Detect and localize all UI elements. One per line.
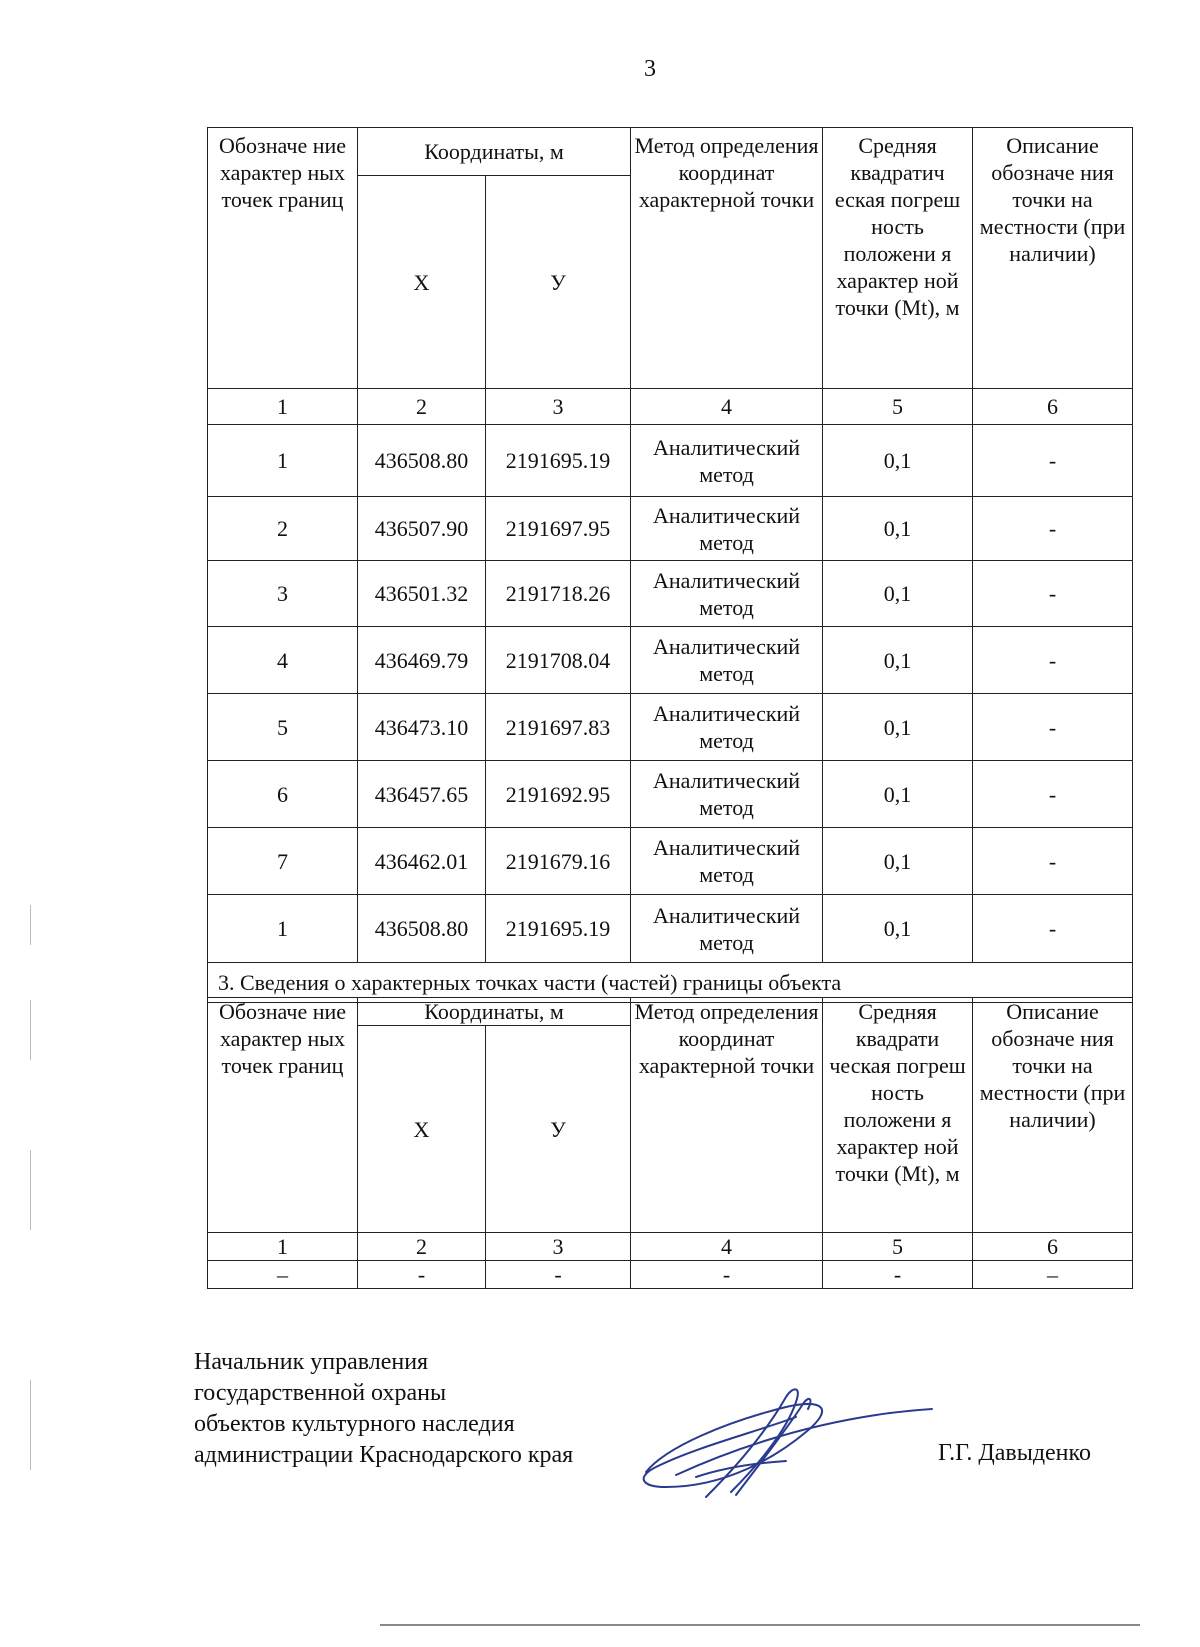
empty-cell: – xyxy=(973,1261,1133,1289)
col-num: 2 xyxy=(358,389,486,425)
point-number: 4 xyxy=(208,627,358,694)
method: Аналитический метод xyxy=(631,828,823,895)
part-boundary-points-table xyxy=(207,997,1133,1289)
method: Аналитический метод xyxy=(631,497,823,561)
coord-y: 2191697.95 xyxy=(486,497,631,561)
header-description: Описание обозначе ния точки на местности (при наличии) xyxy=(973,998,1133,1233)
header-error: Средняя квадратич еская погреш ность положени я характер ной точки (Mt), м xyxy=(823,128,973,389)
boundary-points-table xyxy=(207,127,1133,1003)
header-method: Метод определения координат характерной точки xyxy=(631,128,823,389)
description: - xyxy=(973,761,1133,828)
header-row xyxy=(208,998,1133,1026)
coord-x: 436507.90 xyxy=(358,497,486,561)
signatory-name: Г.Г. Давыденко xyxy=(938,1440,1091,1466)
header-error: Средняя квадрати ческая погреш ность положени я характер ной точки (Mt), м xyxy=(823,998,973,1233)
description: - xyxy=(973,895,1133,963)
section-3-title: 3. Сведения о характерных точках части (частей) границы объекта xyxy=(208,963,1133,1003)
method: Аналитический метод xyxy=(631,694,823,761)
signatory-line: Начальник управления xyxy=(194,1349,429,1375)
header-x: X xyxy=(358,176,486,389)
method: Аналитический метод xyxy=(631,761,823,828)
header-x: X xyxy=(358,1026,486,1233)
error-value: 0,1 xyxy=(823,761,973,828)
table-row xyxy=(208,761,1133,828)
col-num: 1 xyxy=(208,1233,358,1261)
col-num: 4 xyxy=(631,389,823,425)
empty-cell: - xyxy=(486,1261,631,1289)
table-row xyxy=(208,828,1133,895)
coord-x: 436462.01 xyxy=(358,828,486,895)
header-row xyxy=(208,128,1133,176)
margin-line xyxy=(30,905,31,945)
table-row xyxy=(208,627,1133,694)
signatory-line: объектов культурного наследия xyxy=(194,1411,515,1437)
coord-x: 436473.10 xyxy=(358,694,486,761)
header-coordinates: Координаты, м xyxy=(358,998,631,1026)
col-num: 1 xyxy=(208,389,358,425)
margin-line xyxy=(30,1000,31,1060)
column-numbers-row xyxy=(208,389,1133,425)
signatory-line: администрации Краснодарского края xyxy=(194,1442,574,1468)
error-value: 0,1 xyxy=(823,561,973,627)
table-row xyxy=(208,694,1133,761)
col-num: 4 xyxy=(631,1233,823,1261)
signatory-line: государственной охраны xyxy=(194,1380,447,1406)
header-coordinates: Координаты, м xyxy=(358,128,631,176)
bottom-rule xyxy=(380,1624,1140,1626)
coord-y: 2191695.19 xyxy=(486,895,631,963)
method: Аналитический метод xyxy=(631,561,823,627)
description: - xyxy=(973,828,1133,895)
signature xyxy=(636,1377,936,1507)
method: Аналитический метод xyxy=(631,425,823,497)
margin-line xyxy=(30,1380,31,1470)
col-num: 6 xyxy=(973,1233,1133,1261)
col-num: 6 xyxy=(973,389,1133,425)
error-value: 0,1 xyxy=(823,895,973,963)
col-num: 3 xyxy=(486,389,631,425)
column-numbers-row xyxy=(208,1233,1133,1261)
coord-x: 436508.80 xyxy=(358,425,486,497)
header-y: У xyxy=(486,1026,631,1233)
point-number: 6 xyxy=(208,761,358,828)
header-designation: Обозначе ние характер ных точек границ xyxy=(208,128,358,389)
header-y: У xyxy=(486,176,631,389)
coord-x: 436501.32 xyxy=(358,561,486,627)
error-value: 0,1 xyxy=(823,497,973,561)
point-number: 1 xyxy=(208,895,358,963)
empty-cell: - xyxy=(631,1261,823,1289)
signatory-title xyxy=(194,1347,573,1471)
table-row xyxy=(208,895,1133,963)
description: - xyxy=(973,627,1133,694)
error-value: 0,1 xyxy=(823,694,973,761)
error-value: 0,1 xyxy=(823,425,973,497)
coord-y: 2191708.04 xyxy=(486,627,631,694)
description: - xyxy=(973,694,1133,761)
description: - xyxy=(973,425,1133,497)
method: Аналитический метод xyxy=(631,627,823,694)
page-number: 3 xyxy=(644,56,656,82)
coord-y: 2191695.19 xyxy=(486,425,631,497)
error-value: 0,1 xyxy=(823,627,973,694)
table-row xyxy=(208,497,1133,561)
point-number: 3 xyxy=(208,561,358,627)
point-number: 7 xyxy=(208,828,358,895)
col-num: 5 xyxy=(823,389,973,425)
method: Аналитический метод xyxy=(631,895,823,963)
point-number: 5 xyxy=(208,694,358,761)
point-number: 2 xyxy=(208,497,358,561)
table-row xyxy=(208,425,1133,497)
coord-x: 436508.80 xyxy=(358,895,486,963)
header-method: Метод определения координат характерной точки xyxy=(631,998,823,1233)
description: - xyxy=(973,497,1133,561)
coord-x: 436469.79 xyxy=(358,627,486,694)
error-value: 0,1 xyxy=(823,828,973,895)
header-description: Описание обозначе ния точки на местности (при наличии) xyxy=(973,128,1133,389)
coord-y: 2191718.26 xyxy=(486,561,631,627)
coord-x: 436457.65 xyxy=(358,761,486,828)
header-designation: Обозначе ние характер ных точек границ xyxy=(208,998,358,1233)
description: - xyxy=(973,561,1133,627)
empty-cell: – xyxy=(208,1261,358,1289)
margin-line xyxy=(30,1150,31,1230)
col-num: 2 xyxy=(358,1233,486,1261)
col-num: 3 xyxy=(486,1233,631,1261)
coord-y: 2191692.95 xyxy=(486,761,631,828)
table-row xyxy=(208,1261,1133,1289)
empty-cell: - xyxy=(823,1261,973,1289)
point-number: 1 xyxy=(208,425,358,497)
coord-y: 2191697.83 xyxy=(486,694,631,761)
coord-y: 2191679.16 xyxy=(486,828,631,895)
table-row xyxy=(208,561,1133,627)
empty-cell: - xyxy=(358,1261,486,1289)
col-num: 5 xyxy=(823,1233,973,1261)
